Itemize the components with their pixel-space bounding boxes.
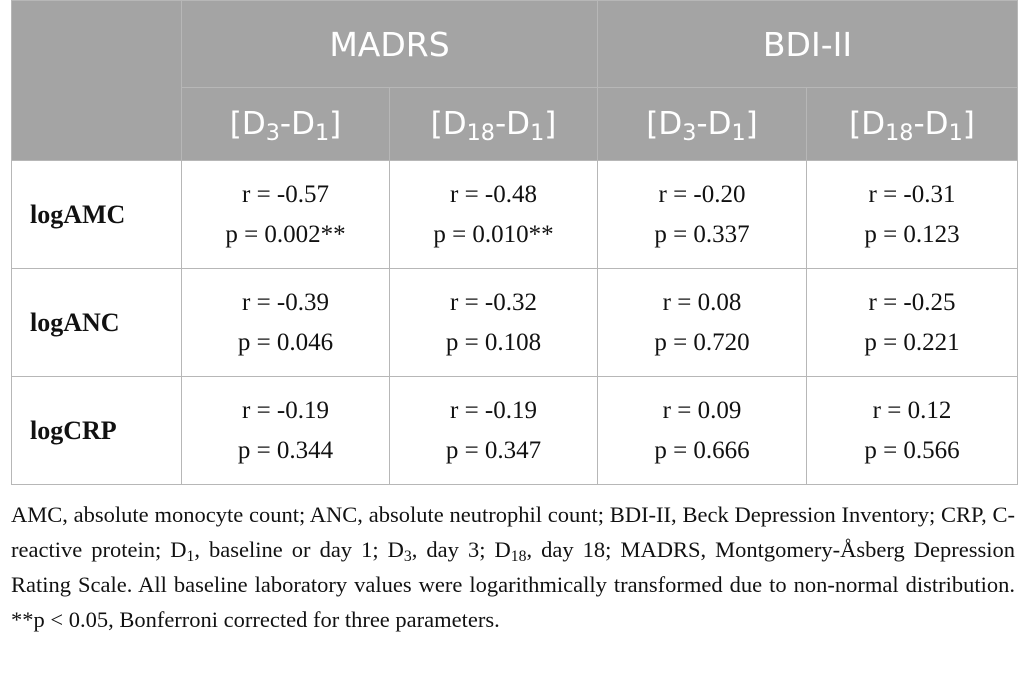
table-cell xyxy=(390,269,598,377)
p-value: p = 0.720 xyxy=(654,328,750,356)
r-value: r = -0.32 xyxy=(450,288,537,316)
table-cell xyxy=(598,377,807,485)
table-row-loganc xyxy=(12,269,1018,377)
p-value: p = 0.221 xyxy=(864,328,960,356)
p-value: p = 0.108 xyxy=(445,328,542,356)
header-bdi-ii: BDI-II xyxy=(598,1,1018,88)
table-cell xyxy=(807,377,1018,485)
p-value: p = 0.123 xyxy=(864,220,960,248)
p-value: p = 0.344 xyxy=(237,436,334,464)
table-cell xyxy=(807,269,1018,377)
r-value: r = -0.48 xyxy=(450,180,537,208)
table-cell xyxy=(807,161,1018,269)
p-value: p = 0.566 xyxy=(864,436,960,464)
header-row-groups xyxy=(12,1,1018,88)
header-interval-bdi-d3: $[D_3-D_1]$ xyxy=(598,88,807,161)
p-value: p = 0.337 xyxy=(654,220,750,248)
p-value: p = 0.046 xyxy=(237,328,334,356)
r-value: r = -0.39 xyxy=(242,288,329,316)
header-interval-madrs-d3: $[D_3-D_1]$ xyxy=(182,88,390,161)
r-value: r = 0.12 xyxy=(872,396,952,424)
table-cell xyxy=(598,161,807,269)
correlation-table xyxy=(11,0,1018,485)
table-cell xyxy=(390,377,598,485)
table-footnote: AMC, absolute monocyte count; ANC, absolute neutrophil count; BDI-II, Beck Depression Inventory; CRP, C-reactive protein; $D_1$, baseline or day 1; $D_3$, day 3; $D_{18}$, day 18; MADRS, Montgomery-Åsberg Depression Rating Scale. All baseline laboratory values were logarithmically transformed due to non-normal distribution. **p < 0.05, Bonferroni corrected for three parameters. xyxy=(11,502,1015,632)
table-row-logamc xyxy=(12,161,1018,269)
r-value: r = -0.57 xyxy=(242,180,329,208)
table-cell xyxy=(182,377,390,485)
row-label-loganc: logANC xyxy=(12,269,182,377)
r-value: r = -0.25 xyxy=(868,288,956,316)
p-value: p = 0.666 xyxy=(654,436,750,464)
p-value: p = 0.002** xyxy=(225,220,346,248)
header-corner-cell xyxy=(12,1,182,161)
table-cell xyxy=(390,161,598,269)
header-madrs: MADRS xyxy=(182,1,598,88)
table-cell xyxy=(182,161,390,269)
r-value: r = -0.20 xyxy=(658,180,746,208)
r-value: r = -0.19 xyxy=(450,396,537,424)
row-label-logamc: logAMC xyxy=(12,161,182,269)
r-value: r = -0.19 xyxy=(242,396,329,424)
table-cell xyxy=(598,269,807,377)
header-interval-bdi-d18: $[D_{18}-D_1]$ xyxy=(807,88,1018,161)
header-interval-madrs-d18: $[D_{18}-D_1]$ xyxy=(390,88,598,161)
table-cell xyxy=(182,269,390,377)
p-value: p = 0.010** xyxy=(433,220,554,248)
table-row-logcrp xyxy=(12,377,1018,485)
r-value: r = 0.08 xyxy=(662,288,742,316)
r-value: r = -0.31 xyxy=(868,180,956,208)
r-value: r = 0.09 xyxy=(662,396,742,424)
p-value: p = 0.347 xyxy=(445,436,542,464)
row-label-logcrp: logCRP xyxy=(12,377,182,485)
